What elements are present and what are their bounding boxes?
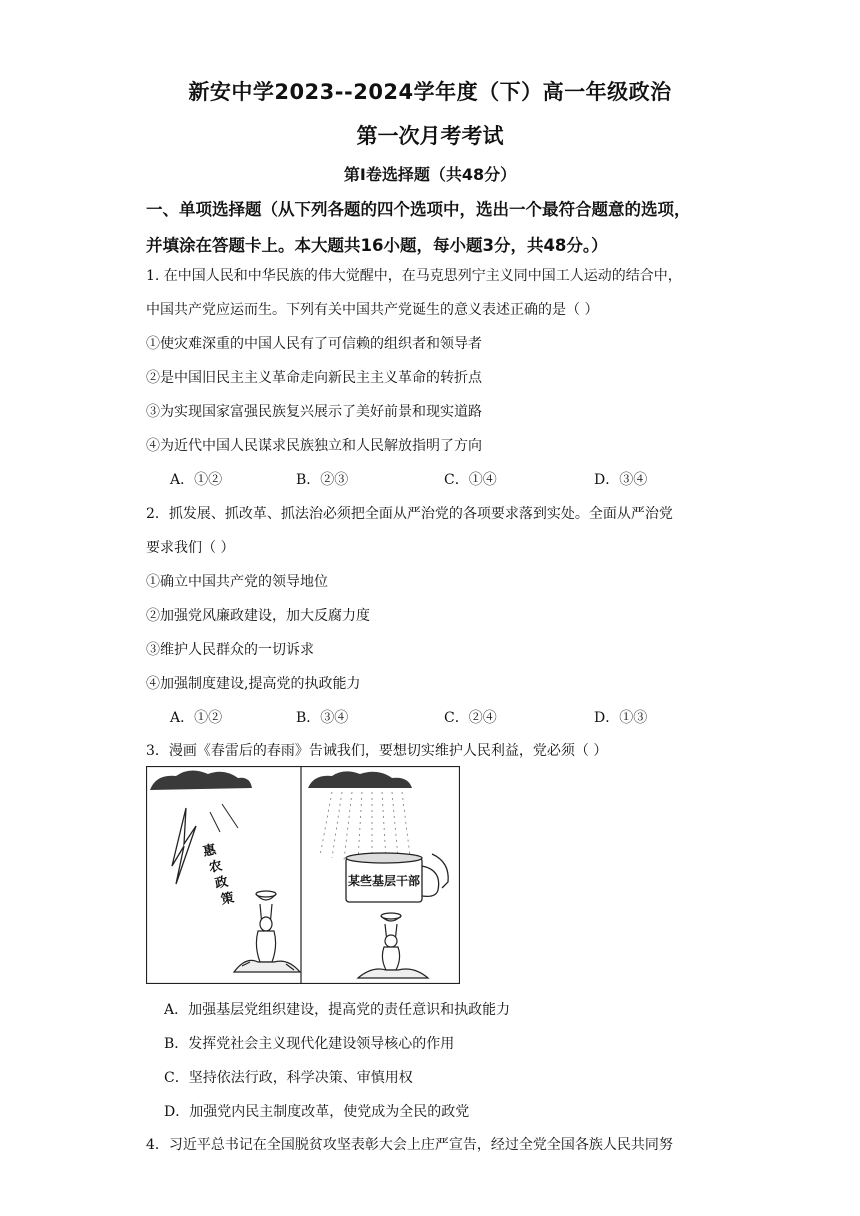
q2-option-d: D．①③ bbox=[594, 710, 648, 726]
q1-stem: 1. 在中国人民和中华民族的伟大觉醒中，在马克思列宁主义同中国工人运动的结合中， bbox=[146, 268, 682, 284]
q3-option-a: A．加强基层党组织建设，提高党的责任意识和执政能力 bbox=[164, 1002, 511, 1018]
q1-item: ③为实现国家富强民族复兴展示了美好前景和现实道路 bbox=[146, 404, 482, 420]
q2-item: ④加强制度建设,提高党的执政能力 bbox=[146, 676, 361, 692]
q1-option-d: D．③④ bbox=[594, 472, 648, 488]
q1-item: ②是中国旧民主主义革命走向新民主主义革命的转折点 bbox=[146, 370, 482, 386]
q1-option-c: C．①④ bbox=[444, 472, 497, 488]
q2-option-c: C．②④ bbox=[444, 710, 497, 726]
q2-option-a: A．①② bbox=[170, 710, 223, 726]
q3-stem: 3．漫画《春雷后的春雨》告诫我们，要想切实维护人民利益，党必须（ ） bbox=[146, 743, 608, 759]
q1-option-a: A．①② bbox=[170, 472, 223, 488]
cartoon-left-char: 农 bbox=[207, 857, 224, 875]
q1-stem-line2: 中国共产党应运而生。下列有关中国共产党诞生的意义表述正确的是（ ） bbox=[146, 302, 599, 318]
q1-item: ④为近代中国人民谋求民族独立和人民解放指明了方向 bbox=[146, 438, 482, 454]
q2-stem-line2: 要求我们（ ） bbox=[146, 540, 235, 556]
q3-option-b: B．发挥党社会主义现代化建设领导核心的作用 bbox=[164, 1036, 455, 1052]
q3-option-d: D．加强党内民主制度改革，使党成为全民的政党 bbox=[164, 1104, 470, 1120]
exam-title: 新安中学2023--2024学年度（下）高一年级政治 bbox=[188, 80, 672, 104]
cartoon-left-char: 惠 bbox=[201, 841, 218, 859]
exam-title-line2: 第一次月考考试 bbox=[356, 124, 504, 148]
q1-item: ①使灾难深重的中国人民有了可信赖的组织者和领导者 bbox=[146, 336, 482, 352]
section-heading-line2: 并填涂在答题卡上。本大题共16小题，每小题3分，共48分。） bbox=[146, 236, 608, 255]
q2-item: ②加强党风廉政建设，加大反腐力度 bbox=[146, 608, 370, 624]
q4-stem: 4．习近平总书记在全国脱贫攻坚表彰大会上庄严宣告，经过全党全国各族人民共同努 bbox=[146, 1137, 673, 1153]
cartoon-left-char: 策 bbox=[219, 889, 236, 907]
q2-item: ①确立中国共产党的领导地位 bbox=[146, 574, 328, 590]
q2-stem: 2．抓发展、抓改革、抓法治必须把全面从严治党的各项要求落到实处。全面从严治党 bbox=[146, 506, 673, 522]
cartoon-figure bbox=[146, 766, 460, 984]
q2-item: ③维护人民群众的一切诉求 bbox=[146, 642, 314, 658]
q2-option-b: B．③④ bbox=[296, 710, 349, 726]
section-heading: 一、单项选择题（从下列各题的四个选项中，选出一个最符合题意的选项， bbox=[146, 200, 691, 219]
q1-option-b: B．②③ bbox=[296, 472, 349, 488]
cartoon-right-label: 某些基层干部 bbox=[347, 874, 421, 888]
part-heading: 第I卷选择题（共48分） bbox=[343, 165, 517, 184]
cartoon-left-char: 政 bbox=[213, 873, 230, 891]
q3-option-c: C．坚持依法行政，科学决策、审慎用权 bbox=[164, 1070, 413, 1086]
